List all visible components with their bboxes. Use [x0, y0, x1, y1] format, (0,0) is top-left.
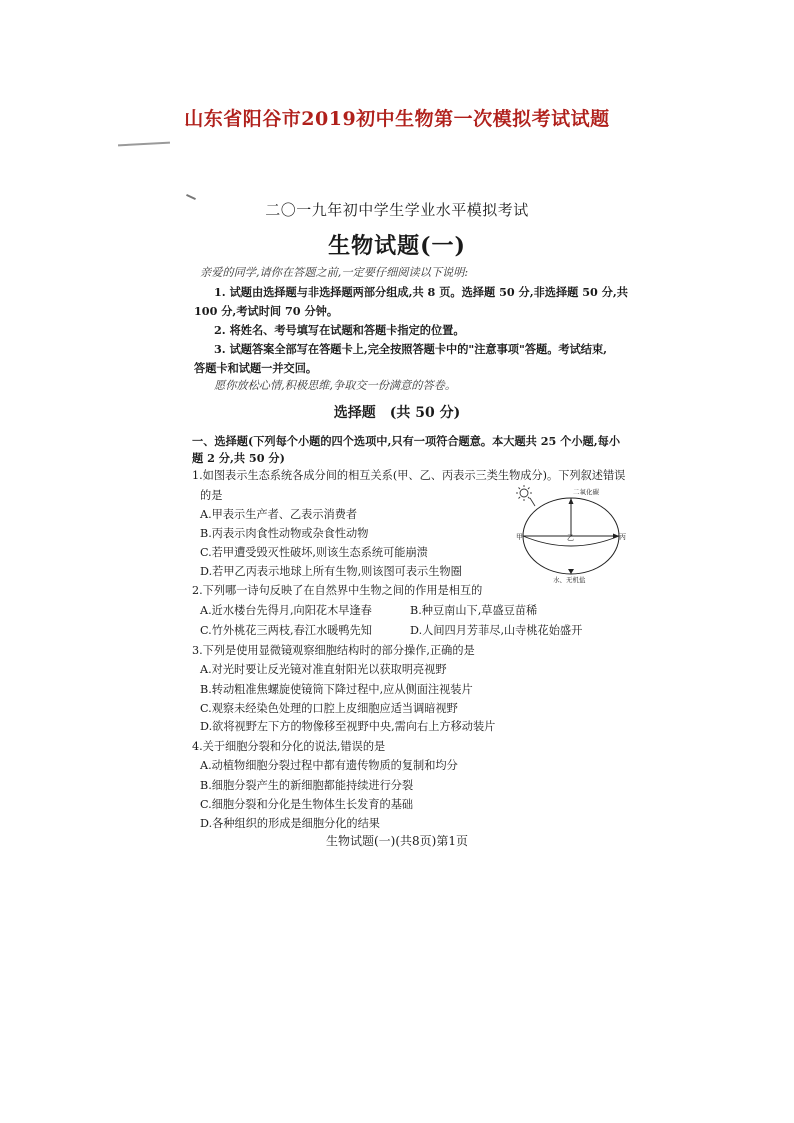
diagram-top-label: 二氧化碳 [573, 488, 599, 496]
instructions-greeting: 亲爱的同学,请你在答题之前,一定要仔细阅读以下说明: [200, 266, 469, 279]
question-2-option-a: A.近水楼台先得月,向阳花木早逢春 [200, 604, 372, 617]
scan-mark [118, 142, 170, 147]
diagram-center-label: 乙 [567, 534, 574, 542]
question-2-option-b: B.种豆南山下,草盛豆苗稀 [410, 604, 538, 617]
part-heading-cont: 题 2 分,共 50 分) [192, 451, 285, 465]
question-3-option-a: A.对光时要让反光镜对准直射阳光以获取明亮视野 [200, 663, 447, 676]
instruction-1: 1. 试题由选择题与非选择题两部分组成,共 8 页。选择题 50 分,非选择题 50 分,共 [214, 285, 628, 299]
exam-header: 二〇一九年初中学生学业水平模拟考试 [265, 201, 529, 219]
instruction-1-cont: 100 分,考试时间 70 分钟。 [194, 304, 339, 318]
diagram-bottom-label: 水、无机盐 [553, 576, 586, 584]
question-1-option-d: D.若甲乙丙表示地球上所有生物,则该图可表示生物圈 [200, 565, 462, 578]
question-4-option-a: A.动植物细胞分裂过程中都有遗传物质的复制和均分 [200, 759, 458, 772]
document-title: 山东省阳谷市2019初中生物第一次模拟考试试题 [184, 108, 610, 130]
question-1-stem-cont: 的是 [200, 489, 223, 502]
section-title: 选择题 (共 50 分) [333, 405, 461, 421]
ecosystem-diagram [515, 484, 627, 584]
question-3-option-c: C.观察未经染色处理的口腔上皮细胞应适当调暗视野 [200, 702, 458, 715]
page-footer: 生物试题(一)(共8页)第1页 [326, 834, 468, 848]
diagram-right-label: 丙 [619, 533, 626, 541]
question-2-stem: 2.下列哪一诗句反映了在自然界中生物之间的作用是相互的 [192, 584, 483, 597]
exam-title: 生物试题(一) [328, 233, 466, 259]
question-3-option-b: B.转动粗准焦螺旋使镜筒下降过程中,应从侧面注视装片 [200, 683, 473, 696]
question-1-option-a: A.甲表示生产者、乙表示消费者 [200, 508, 358, 521]
question-1-option-b: B.丙表示肉食性动物或杂食性动物 [200, 527, 369, 540]
instruction-2: 2. 将姓名、考号填写在试题和答题卡指定的位置。 [214, 323, 465, 337]
question-4-option-c: C.细胞分裂和分化是生物体生长发育的基础 [200, 798, 414, 811]
question-4-option-d: D.各种组织的形成是细胞分化的结果 [200, 817, 380, 830]
instruction-3-cont: 答题卡和试题一并交回。 [194, 361, 318, 375]
question-2-option-c: C.竹外桃花三两枝,春江水暖鸭先知 [200, 624, 372, 637]
instruction-3: 3. 试题答案全部写在答题卡上,完全按照答题卡中的"注意事项"答题。考试结束, [214, 342, 608, 356]
question-3-option-d: D.欲将视野左下方的物像移至视野中央,需向右上方移动装片 [200, 720, 496, 733]
diagram-left-label: 甲 [516, 533, 523, 541]
sun-icon [516, 485, 532, 501]
question-1-option-c: C.若甲遭受毁灭性破坏,则该生态系统可能崩溃 [200, 546, 428, 559]
question-4-stem: 4.关于细胞分裂和分化的说法,错误的是 [192, 740, 386, 753]
question-3-stem: 3.下列是使用显微镜观察细胞结构时的部分操作,正确的是 [192, 644, 475, 657]
question-2-option-d: D.人间四月芳菲尽,山寺桃花始盛开 [410, 624, 583, 637]
question-1-stem: 1.如图表示生态系统各成分间的相互关系(甲、乙、丙表示三类生物成分)。下列叙述错误 [192, 469, 626, 482]
instructions-wish: 愿你放松心情,积极思维,争取交一份满意的答卷。 [214, 379, 457, 392]
part-heading: 一、选择题(下列每个小题的四个选项中,只有一项符合题意。本大题共 25 个小题,每小 [192, 434, 621, 448]
question-4-option-b: B.细胞分裂产生的新细胞都能持续进行分裂 [200, 779, 414, 792]
